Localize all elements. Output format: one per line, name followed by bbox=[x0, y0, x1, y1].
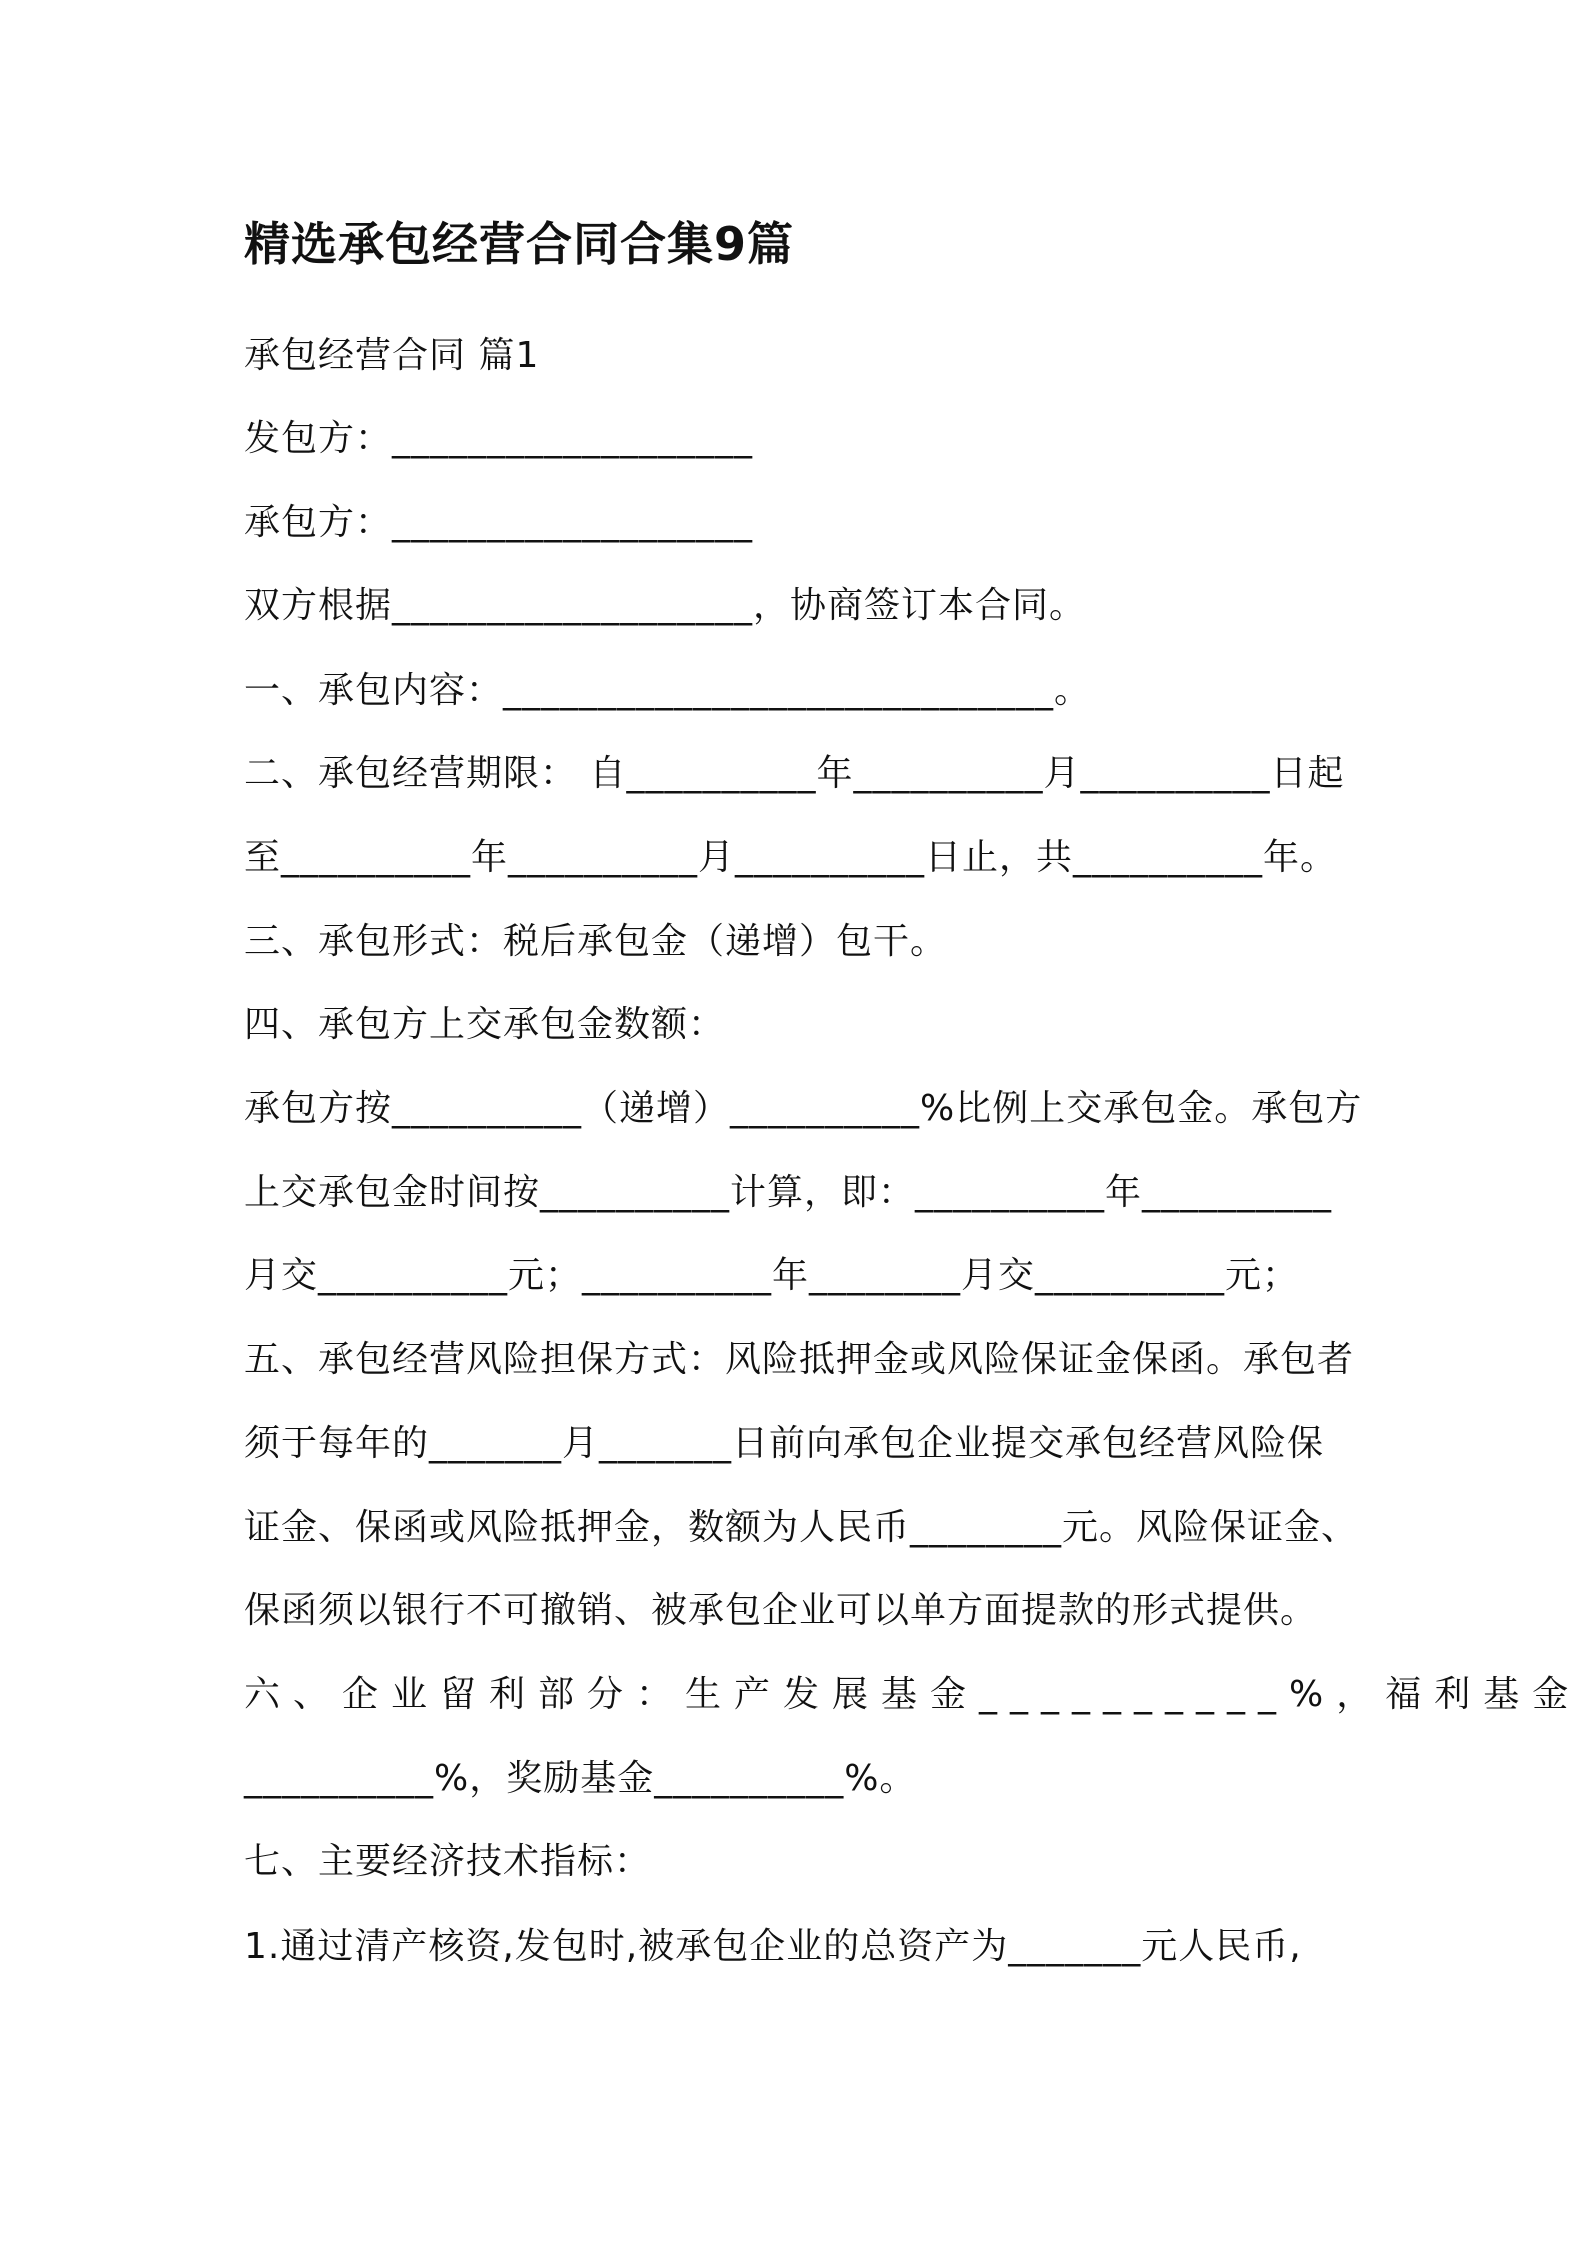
clause-7-heading: 七、主要经济技术指标： bbox=[244, 1841, 652, 1882]
contract-heading: 承包经营合同 篇1 bbox=[244, 335, 540, 376]
clause-7-item-1: 1.通过清产核资,发包时,被承包企业的总资产为_______元人民币, bbox=[244, 1926, 1302, 1967]
clause-5-line-4: 保函须以银行不可撤销、被承包企业可以单方面提款的形式提供。 bbox=[244, 1590, 1318, 1631]
clause-2-term-end: 至__________年__________月__________日止，共__________年。 bbox=[244, 837, 1338, 878]
clause-6-line-1: 六、企业留利部分：生产发展基金__________%，福利基金 bbox=[244, 1674, 1582, 1715]
document-title: 精选承包经营合同合集9篇 bbox=[244, 217, 795, 271]
clause-2-term-start: 二、承包经营期限： 自__________年__________月__________日起 bbox=[244, 753, 1345, 794]
issuer-line: 发包方：___________________ bbox=[244, 418, 754, 459]
agreement-basis-line: 双方根据___________________，协商签订本合同。 bbox=[244, 585, 1087, 626]
contractor-line: 承包方：___________________ bbox=[244, 502, 754, 543]
clause-5-line-2: 须于每年的_______月_______日前向承包企业提交承包经营风险保 bbox=[244, 1423, 1325, 1464]
clause-5-line-3: 证金、保函或风险抵押金，数额为人民币________元。风险保证金、 bbox=[244, 1507, 1359, 1548]
clause-4-heading: 四、承包方上交承包金数额： bbox=[244, 1004, 726, 1045]
clause-3-form: 三、承包形式：税后承包金（递增）包干。 bbox=[244, 921, 948, 962]
clause-4-line-2: 上交承包金时间按__________计算，即：__________年__________ bbox=[244, 1172, 1333, 1213]
clause-5-line-1: 五、承包经营风险担保方式：风险抵押金或风险保证金保函。承包者 bbox=[244, 1339, 1355, 1380]
clause-4-line-1: 承包方按__________（递增）__________%比例上交承包金。承包方 bbox=[244, 1088, 1363, 1129]
clause-6-line-2: __________%，奖励基金__________%。 bbox=[244, 1758, 917, 1799]
clause-4-line-3: 月交__________元；__________年________月交__________元； bbox=[244, 1255, 1300, 1296]
clause-1-content: 一、承包内容：_____________________________。 bbox=[244, 670, 1092, 711]
